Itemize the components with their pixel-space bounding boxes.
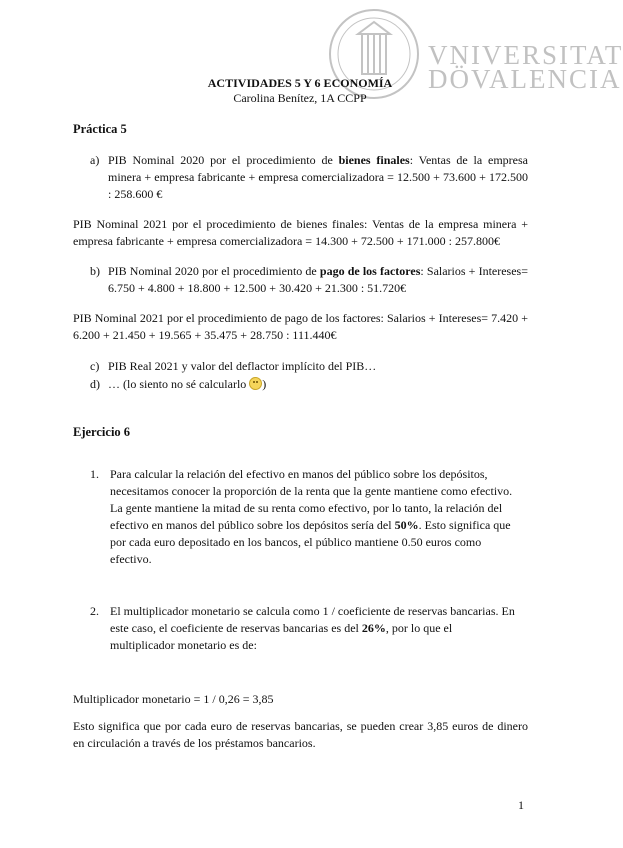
list-marker: a) <box>90 153 100 167</box>
document-author: Carolina Benítez, 1A CCPP <box>233 91 367 105</box>
list-marker: b) <box>90 264 100 278</box>
formula-multiplicador: Multiplicador monetario = 1 / 0,26 = 3,85 <box>73 692 274 706</box>
text-span: : Ventas de la empresa minera + empresa fabricante + empresa comercializadora = 12.500 + 73.600 + 172.500 : 258.600 € <box>108 153 528 201</box>
document-title: ACTIVIDADES 5 Y 6 ECONOMÍA <box>207 76 393 90</box>
text-span: El multiplicador monetario se calcula como 1 / coeficiente de reservas bancarias. En este caso, el coeficiente de reservas bancarias es del <box>110 604 515 635</box>
list-marker: d) <box>90 377 100 391</box>
section-heading-practica5: Práctica 5 <box>73 122 127 136</box>
text-span: . Esto significa que por cada euro depositado en los bancos, el público mantiene 0.50 euros como efectivo. <box>110 518 511 566</box>
list-item-text <box>108 263 528 297</box>
page-number: 1 <box>518 798 524 812</box>
text-span: … (lo siento no sé calcularlo <box>108 377 250 391</box>
list-marker: 2. <box>90 604 99 618</box>
text-span: : Salarios + Intereses= 6.750 + 4.800 + 18.800 + 12.500 + 30.420 + 21.300 : 51.720€ <box>108 264 528 295</box>
list-marker: 1. <box>90 467 99 481</box>
logo-wordmark-line2: DÖVALENCIA <box>428 64 622 94</box>
bold-term: pago de los factores <box>319 264 421 278</box>
text-span: PIB Nominal 2020 por el procedimiento de <box>108 264 320 278</box>
text-span: Para calcular la relación del efectivo en manos del público sobre los depósitos, necesitamos conocer la proporción de la renta que la gente mantiene como efectivo. La gente mantiene la mitad de su renta como efectivo, por lo tanto, la relación del efectivo en manos del público sobre los depósitos sería del <box>110 467 513 532</box>
bold-term: bienes finales <box>338 153 410 167</box>
paragraph-pib-2021-bienes: PIB Nominal 2021 por el procedimiento de bienes finales: Ventas de la empresa minera + empresa fabricante + empresa comercializadora = 14.300 + 72.500 + 171.000 : 257.800€ <box>73 217 528 248</box>
list-item-text: PIB Real 2021 y valor del deflactor implícito del PIB… <box>108 359 377 373</box>
text-span: PIB Nominal 2020 por el procedimiento de <box>108 153 339 167</box>
section-heading-ejercicio6: Ejercicio 6 <box>73 425 131 439</box>
list-item-text <box>110 466 518 568</box>
bold-term: 50% <box>394 518 419 532</box>
logo-wordmark-line1: VNIVERSITAT <box>428 40 623 70</box>
text-span: ) <box>262 377 267 391</box>
list-item-text <box>108 376 528 393</box>
list-item-text <box>108 152 528 203</box>
smiley-icon <box>249 377 262 390</box>
bold-term: 26% <box>361 621 386 635</box>
text-span: , por lo que el multiplicador monetario es de: <box>110 621 453 652</box>
list-item-text <box>110 603 518 654</box>
paragraph-conclusion: Esto significa que por cada euro de reservas bancarias, se pueden crear 3,85 euros de dinero en circulación a través de los préstamos bancarios. <box>73 719 528 750</box>
paragraph-pib-2021-factores: PIB Nominal 2021 por el procedimiento de pago de los factores: Salarios + Intereses= 7.420 + 6.200 + 21.450 + 19.565 + 35.475 + 28.750 : 111.440€ <box>73 311 528 342</box>
list-marker: c) <box>90 359 100 373</box>
